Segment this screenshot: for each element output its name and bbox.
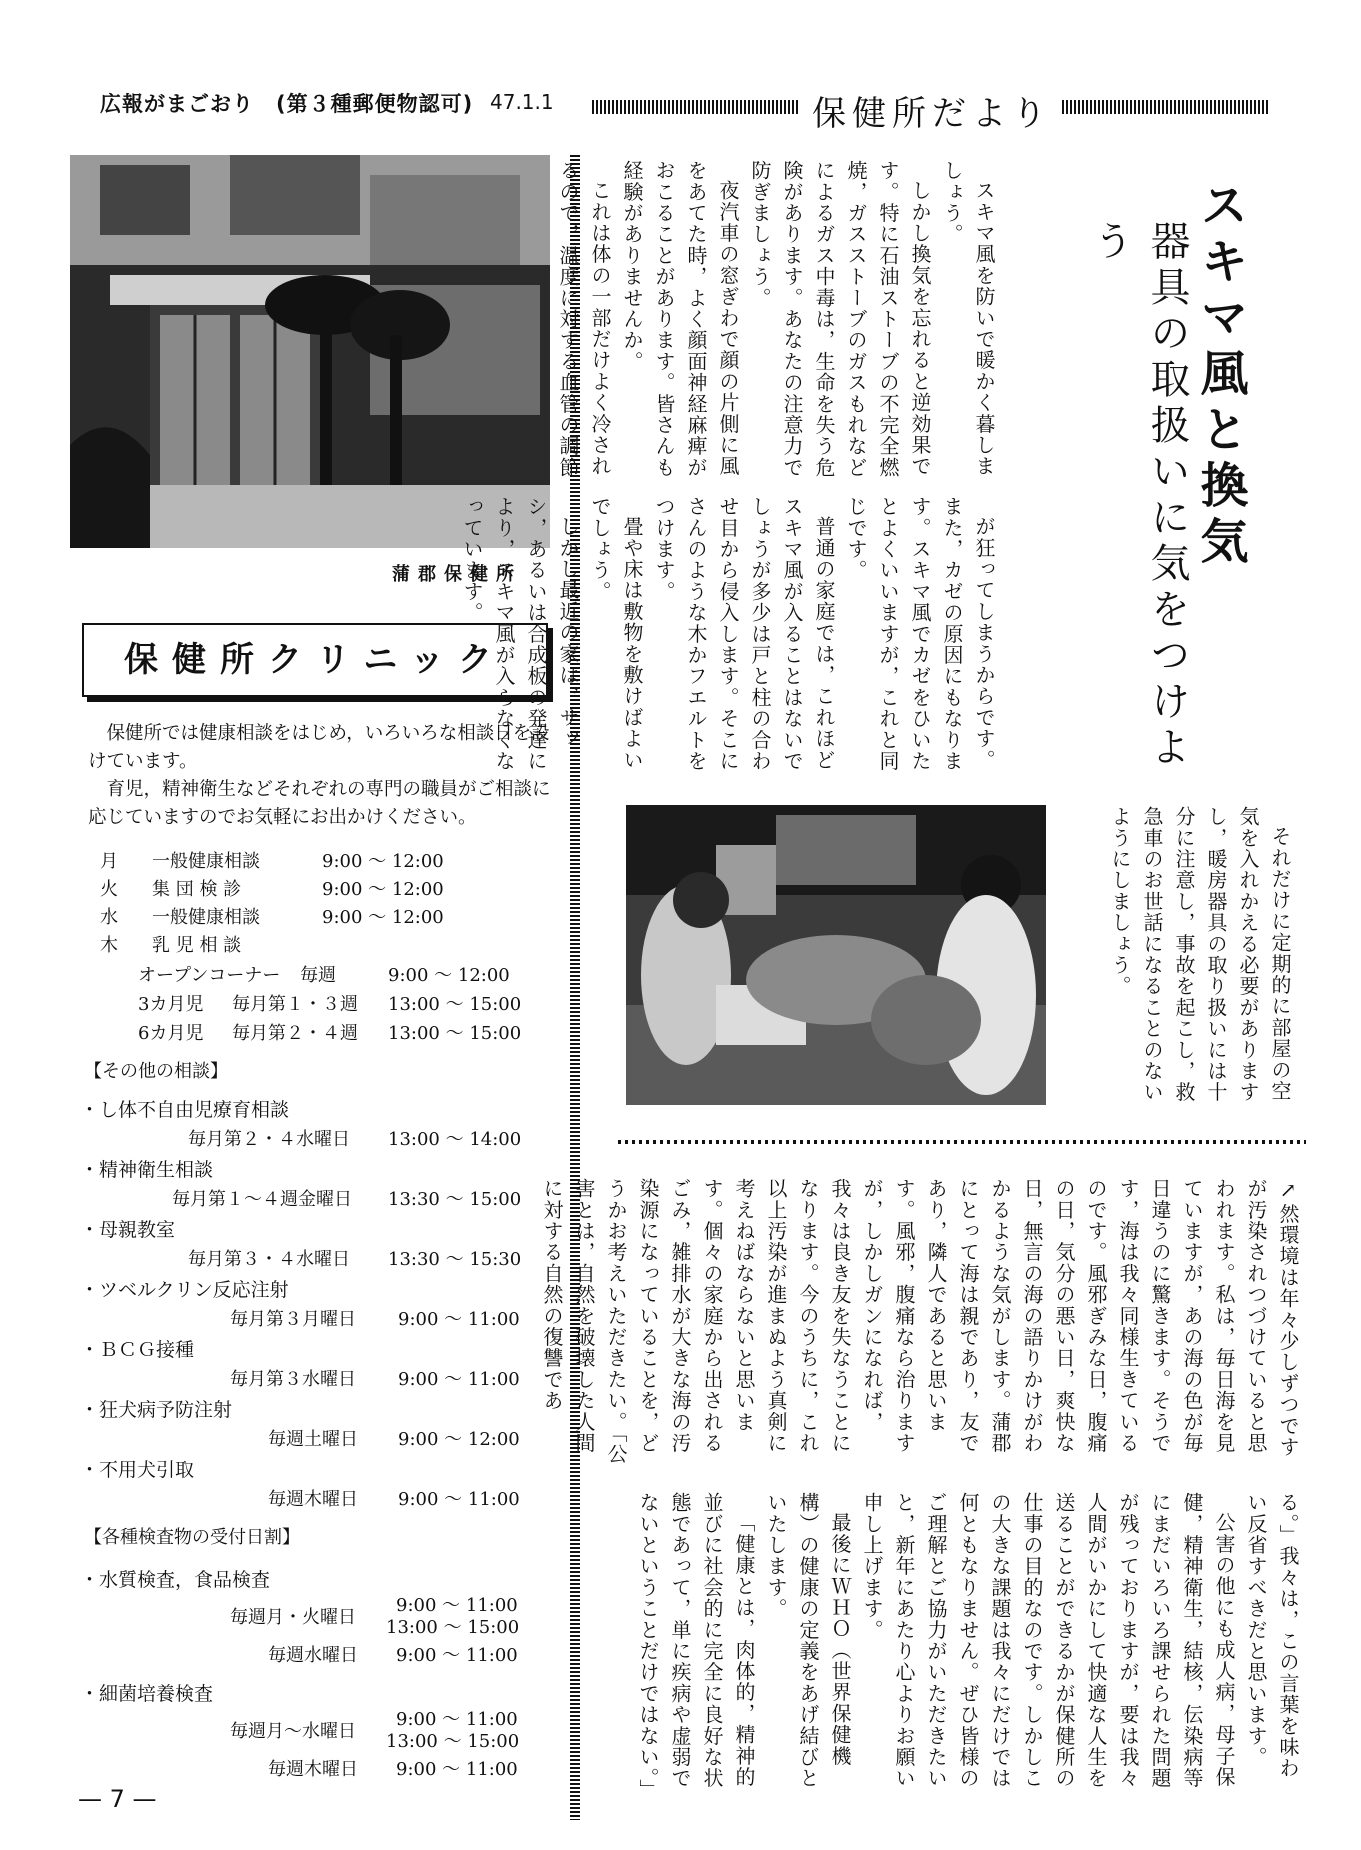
- inspect-time-2: 13:00 〜 15:00: [386, 1731, 520, 1752]
- service-time: 9:00 〜 12:00: [322, 907, 444, 928]
- article-paragraph: 公害の他にも成人病，母子保健，精神衛生，結核，伝染病等にまだいろいろ課せられた問題が残っておりますが，要は我々人間がいかにして快適な人生を送ることができるかが保健所の仕事の目的なのです。しかしこの大きな課題は我々にだけでは何ともなりません。ぜひ皆様のご理解とご協力がいただきたいと，新年にあたり心よりお願い申し上げます。: [860, 1492, 1236, 1789]
- inspect-time: 9:00 〜 11:00: [396, 1595, 518, 1616]
- article-paragraph: る。」我々は，この言葉を味わい反省すべきだと思います。: [1244, 1492, 1300, 1779]
- intro-paragraph: 育児，精神衛生などそれぞれの専門の職員がご相談に応じていますのでお気軽にお出かけください。: [88, 779, 551, 828]
- article-paragraph: 「健康とは，肉体的，精神的並びに社会的に完全に良好な状態であって，単に疾病や虚弱でないということだけではない。」: [636, 1492, 756, 1800]
- service-time: 9:00 〜 12:00: [322, 879, 444, 900]
- weekday: 木: [100, 935, 118, 956]
- other-heading: 【その他の相談】: [84, 1061, 228, 1082]
- consult-when: 毎月第２・４水曜日: [188, 1129, 350, 1150]
- consult-name: ・し体不自由児療育相談: [80, 1099, 290, 1121]
- infant-service: オープンコーナー: [138, 965, 281, 986]
- building-image: [70, 155, 550, 548]
- inspect-heading: 【各種検査物の受付日割】: [84, 1527, 300, 1548]
- consult-time: 9:00 〜 11:00: [398, 1489, 520, 1510]
- weekday: 水: [100, 907, 118, 928]
- article-paragraph: 普通の家庭では，これほどスキマ風が入ることはないでしょうが多少は戸と柱の合わせ目から侵入します。そこにさんのような木かフエルトをつけます。: [652, 496, 836, 772]
- service-name: 集 団 検 診: [152, 879, 242, 900]
- photo-caption: 蒲郡保健所: [392, 564, 522, 585]
- consult-when: 毎月第３水曜日: [230, 1369, 356, 1390]
- inspect-time: 9:00 〜 11:00: [396, 1709, 518, 1730]
- consult-time: 9:00 〜 12:00: [398, 1429, 520, 1450]
- health-center-photo: [70, 155, 550, 548]
- consult-time: 9:00 〜 11:00: [398, 1369, 520, 1390]
- weekday: 月: [100, 851, 118, 872]
- consult-when: 毎週木曜日: [268, 1489, 358, 1510]
- article2-column-2: [618, 1492, 1304, 1800]
- article-paragraph: しかし最近の家は，サッシ，あるいは合成板の発達により，スキマ風が入らなくなっています。: [460, 496, 580, 772]
- inspect-time-2: 13:00 〜 15:00: [386, 1617, 520, 1638]
- page-number: — 7 —: [78, 1785, 157, 1813]
- inspect-when: 毎週水曜日: [268, 1645, 358, 1666]
- article-title: スキマ風と換気: [1192, 180, 1248, 572]
- article-paragraph: 最後にＷＨＯ（世界保健機構）の健康の定義をあげ結びといたします。: [764, 1492, 852, 1789]
- weekday: 火: [100, 879, 118, 900]
- infant-when: 毎月第２・４週: [232, 1023, 358, 1044]
- article-subtitle: 器具の取扱いに気をつけよう: [1087, 220, 1190, 772]
- consult-time: 13:30 〜 15:30: [388, 1249, 522, 1270]
- infant-when: 毎週: [300, 965, 336, 986]
- article2-column-1: [540, 1178, 1304, 1473]
- article-paragraph: しかし換気を忘れると逆効果です。特に石油ストーブの不完全燃焼，ガスストーブのガスもれなどによるガス中毒は，生命を失う危険があります。あなたの注意力で防ぎましょう。: [748, 160, 932, 478]
- infant-time: 13:00 〜 15:00: [388, 994, 522, 1015]
- consult-time: 9:00 〜 11:00: [398, 1309, 520, 1330]
- consult-when: 毎月第１〜４週金曜日: [172, 1189, 352, 1210]
- family-room-photo: [626, 805, 1046, 1105]
- service-name: 一般健康相談: [152, 851, 260, 872]
- consult-name: ・精神衛生相談: [80, 1159, 214, 1181]
- consult-name: ・ＢＣＧ接種: [80, 1339, 195, 1361]
- section-title: 保健所だより: [812, 94, 1052, 134]
- infant-when: 毎月第１・３週: [232, 994, 358, 1015]
- consult-time: 13:00 〜 14:00: [388, 1129, 522, 1150]
- infant-service: 6カ月児: [138, 1023, 204, 1044]
- article1-column-1: [556, 160, 1000, 482]
- intro-paragraph: 保健所では健康相談をはじめ，いろいろな相談日を設けています。: [88, 723, 550, 772]
- article-paragraph: それだけに定期的に部屋の空気を入れかえる必要がありますし，暖房器具の取り扱いには十分に注意し，事故を起こし，救急車のお世話になることのないようにしましょう。: [1108, 806, 1292, 1103]
- article1-photo-side-text: [1066, 806, 1296, 1106]
- article-paragraph: スキマ風を防いで暖かく暮しましょう。: [940, 160, 996, 477]
- service-time: 9:00 〜 12:00: [322, 851, 444, 872]
- consult-name: ・不用犬引取: [80, 1459, 195, 1481]
- inspect-name: ・細菌培養検査: [80, 1683, 214, 1705]
- article1-column-2: [460, 496, 1000, 786]
- consult-time: 13:30 〜 15:00: [388, 1189, 522, 1210]
- infant-service: 3カ月児: [138, 994, 204, 1015]
- publication-name: 広報がまごおり (第３種郵便物認可): [100, 92, 474, 116]
- article-paragraph: 畳や床は敷物を敷けばよいでしょう。: [588, 496, 644, 771]
- consult-when: 毎月第３・４水曜日: [188, 1249, 350, 1270]
- article-divider: [618, 1140, 1306, 1144]
- room-image: [626, 805, 1046, 1105]
- consult-when: 毎週土曜日: [268, 1429, 358, 1450]
- consult-name: ・母親教室: [80, 1219, 176, 1241]
- inspect-time: 9:00 〜 11:00: [396, 1759, 518, 1780]
- clinic-title: 保健所クリニック: [124, 640, 506, 680]
- article-paragraph: これは体の一部だけよく冷されるので，温度に対する血管の調節: [556, 160, 612, 478]
- service-name: 乳 児 相 談: [152, 935, 242, 956]
- inspect-when: 毎週月・火曜日: [230, 1607, 356, 1628]
- consult-when: 毎月第３月曜日: [230, 1309, 356, 1330]
- infant-time: 13:00 〜 15:00: [388, 1023, 522, 1044]
- service-name: 一般健康相談: [152, 907, 260, 928]
- consult-name: ・狂犬病予防注射: [80, 1399, 233, 1421]
- infant-time: 9:00 〜 12:00: [388, 965, 510, 986]
- issue-date: 47.1.1: [490, 90, 554, 114]
- article-paragraph: 夜汽車の窓ぎわで顔の片側に風をあてた時，よく顔面神経麻痺がおこることがあります。皆さんも経験がありませんか。: [620, 160, 740, 478]
- inspect-name: ・水質検査，食品検査: [80, 1569, 271, 1591]
- inspect-time: 9:00 〜 11:00: [396, 1645, 518, 1666]
- consult-name: ・ツベルクリン反応注射: [80, 1279, 289, 1301]
- header-rule-right: [1062, 100, 1268, 114]
- inspect-when: 毎週木曜日: [268, 1759, 358, 1780]
- article-paragraph: ↗然環境は年々少しずつですが汚染されつづけていると思われます。私は，毎日海を見ていますが，あの海の色が毎日違うのに驚きます。そうです，海は我々同様生きているのです。風邪ぎみな日，腹痛の日，気分の悪い日，爽快な日，無言の海の語りかけがわかるような気がします。蒲郡にとって海は親であり，友であり，隣人であると思います。風邪，腹痛なら治りますが，しかしガンになれば，我々は良き友を失なうことになります。今のうちに，これ以上汚染が進まぬよう真剣に考えねばならないと思います。個々の家庭から出されるごみ，雑排水が大きな海の汚染源になっていることを，どうかお考えいただきたい。「公害とは，自然を破壊した人間に対する自然の復讐であ: [540, 1178, 1300, 1465]
- header-rule-left: [592, 100, 800, 114]
- inspect-when: 毎週月〜水曜日: [230, 1721, 356, 1742]
- article-paragraph: が狂ってしまうからです。また，カゼの原因にもなります。スキマ風でカゼをひいたとよくいいますが，これと同じです。: [844, 496, 996, 772]
